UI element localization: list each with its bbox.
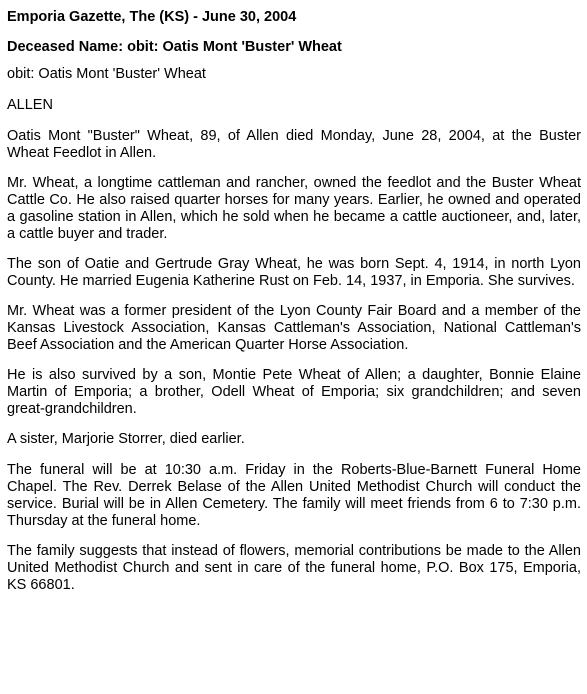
obit-paragraph: Oatis Mont "Buster" Wheat, 89, of Allen died Monday, June 28, 2004, at the Buster Wheat Feedlot in Allen. <box>7 128 581 161</box>
obit-title: obit: Oatis Mont 'Buster' Wheat <box>7 66 206 82</box>
deceased-name-headline: Deceased Name: obit: Oatis Mont 'Buster' Wheat <box>7 39 342 55</box>
obit-paragraph: Mr. Wheat was a former president of the Lyon County Fair Board and a member of the Kansas Livestock Association, Kansas Cattleman's Association, National Cattleman's Beef Association and the American Quarter Horse Association. <box>7 303 581 353</box>
obit-paragraph: He is also survived by a son, Montie Pete Wheat of Allen; a daughter, Bonnie Elaine Martin of Emporia; a brother, Odell Wheat of Emporia; six grandchildren; and seven great-grandchildren. <box>7 367 581 417</box>
obit-paragraph: The family suggests that instead of flowers, memorial contributions be made to the Allen United Methodist Church and sent in care of the funeral home, P.O. Box 175, Emporia, KS 66801. <box>7 543 581 593</box>
source-headline: Emporia Gazette, The (KS) - June 30, 2004 <box>7 9 297 25</box>
obit-paragraph: The son of Oatie and Gertrude Gray Wheat, he was born Sept. 4, 1914, in north Lyon County. He married Eugenia Katherine Rust on Feb. 14, 1937, in Emporia. She survives. <box>7 256 581 289</box>
obit-paragraph: A sister, Marjorie Storrer, died earlier. <box>7 431 245 447</box>
obit-paragraph: Mr. Wheat, a longtime cattleman and rancher, owned the feedlot and the Buster Wheat Cattle Co. He also raised quarter horses for many years. Earlier, he owned and operated a gasoline station in Allen, which he sold when he became a cattle auctioneer, and, later, a cattle buyer and trader. <box>7 175 581 242</box>
obit-paragraph: The funeral will be at 10:30 a.m. Friday in the Roberts-Blue-Barnett Funeral Home Chapel. The Rev. Derrek Belase of the Allen United Methodist Church will conduct the service. Burial will be in Allen Cemetery. The family will meet friends from 6 to 7:30 p.m. Thursday at the funeral home. <box>7 462 581 529</box>
dateline: ALLEN <box>7 97 53 113</box>
